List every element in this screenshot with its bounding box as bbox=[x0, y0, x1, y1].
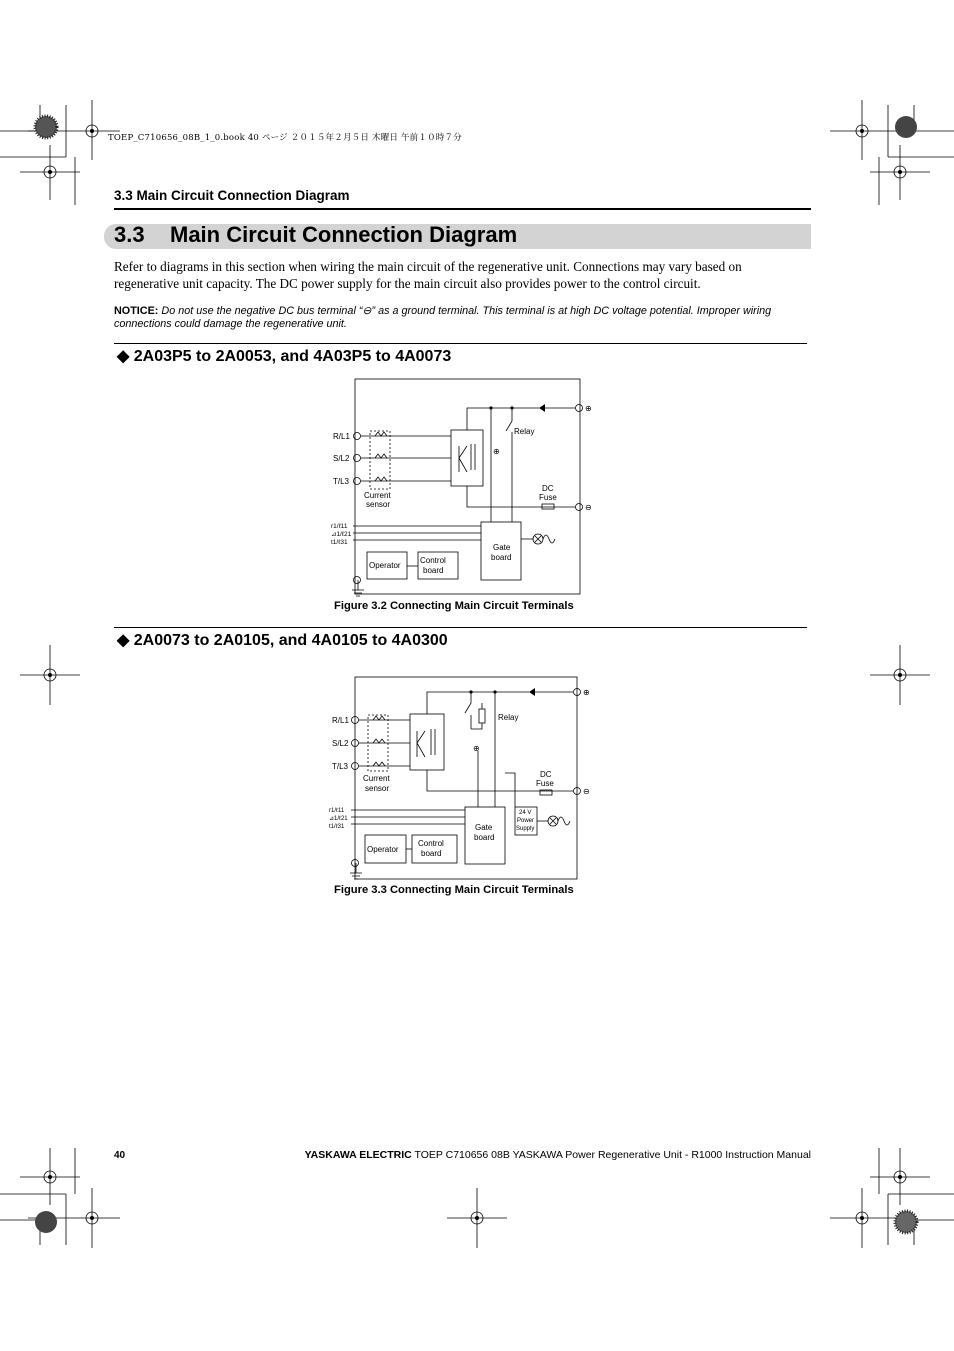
print-header: TOEP_C710656_08B_1_0.book 40 ページ ２０１５年２月５日 木曜日 午前１０時７分 bbox=[108, 133, 462, 143]
terminal-t: T/L3 bbox=[333, 477, 350, 486]
dc-fuse-label: DC bbox=[542, 484, 554, 493]
relay-label: Relay bbox=[498, 713, 519, 722]
capacitor-plus-label: ⊕ bbox=[473, 744, 480, 753]
capacitor-plus-label: ⊕ bbox=[493, 447, 500, 456]
terminal-r: R/L1 bbox=[332, 716, 349, 725]
subsection-heading: ◆ 2A0073 to 2A0105, and 4A0105 to 4A0300 bbox=[117, 632, 448, 649]
circuit-diagram-fig-3-3 bbox=[323, 673, 597, 883]
notice-text: Do not use the negative DC bus terminal “⊖” as a ground terminal. This terminal is at high DC voltage potential. Improper wiring connections could damage the regenerative unit. bbox=[114, 305, 772, 330]
gate-board-label-2: board bbox=[491, 553, 512, 562]
footer-brand: YASKAWA ELECTRIC bbox=[304, 1149, 412, 1161]
footer-manual: TOEP C710656 08B YASKAWA Power Regenerative Unit - R1000 Instruction Manual bbox=[411, 1149, 811, 1161]
intro-paragraph: Refer to diagrams in this section when wiring the main circuit of the regenerative unit. Connections may vary based on regenerative unit capacity. The DC power supply for the main circuit also provides power to the control circuit. bbox=[114, 259, 742, 291]
control-board-label-2: board bbox=[423, 566, 444, 575]
notice bbox=[114, 305, 808, 330]
control-board-label: Control bbox=[418, 839, 444, 848]
minus-terminal-label: ⊖ bbox=[583, 787, 590, 796]
figure-caption: Figure 3.3 Connecting Main Circuit Terminals bbox=[334, 884, 574, 896]
current-sensor-label: Current bbox=[364, 491, 391, 500]
circuit-diagram-fig-3-2 bbox=[325, 376, 595, 598]
page-number: 40 bbox=[114, 1150, 126, 1161]
converter-module bbox=[451, 430, 483, 486]
gate-board-label-2: board bbox=[474, 833, 495, 842]
notice-label: NOTICE: bbox=[114, 305, 159, 317]
subsection-rule bbox=[114, 627, 807, 628]
control-board-label: Control bbox=[420, 556, 446, 565]
terminal-t: T/L3 bbox=[332, 762, 349, 771]
plus-terminal-label: ⊕ bbox=[585, 404, 592, 413]
dc-fuse-label-2: Fuse bbox=[536, 779, 554, 788]
control-terminal-s: ⊿1/ℓ21 bbox=[329, 816, 348, 822]
control-terminal-r: r1/ℓ11 bbox=[329, 808, 345, 814]
diamond-bullet-icon: ◆ bbox=[117, 348, 134, 365]
subsection-heading: ◆ 2A03P5 to 2A0053, and 4A03P5 to 4A0073 bbox=[117, 348, 452, 365]
converter-module bbox=[410, 714, 444, 770]
figure-caption: Figure 3.2 Connecting Main Circuit Terminals bbox=[334, 600, 574, 612]
current-sensor-label: Current bbox=[363, 774, 390, 783]
gate-board-label: Gate bbox=[493, 543, 511, 552]
control-terminal-s: ⊿1/ℓ21 bbox=[331, 531, 352, 538]
plus-terminal-label: ⊕ bbox=[583, 688, 590, 697]
terminal-s: S/L2 bbox=[333, 454, 350, 463]
terminal-r: R/L1 bbox=[333, 432, 350, 441]
operator-label: Operator bbox=[369, 561, 401, 570]
footer-manual-title bbox=[305, 1149, 811, 1161]
terminal-s: S/L2 bbox=[332, 739, 349, 748]
power-supply-label-2: Power bbox=[517, 818, 535, 824]
power-supply-label-3: Supply bbox=[516, 826, 535, 832]
control-board-label-2: board bbox=[421, 849, 442, 858]
running-head-rule bbox=[114, 208, 811, 210]
diamond-bullet-icon: ◆ bbox=[117, 632, 134, 649]
section-title: Main Circuit Connection Diagram bbox=[170, 222, 518, 247]
operator-label: Operator bbox=[367, 845, 399, 854]
dc-fuse-label-2: Fuse bbox=[539, 493, 557, 502]
control-terminal-r: r1/ℓ11 bbox=[331, 523, 348, 530]
control-terminal-t: t1/ℓ31 bbox=[331, 539, 348, 546]
relay-label: Relay bbox=[514, 427, 535, 436]
control-terminal-t: t1/ℓ31 bbox=[329, 824, 345, 830]
section-number: 3.3 bbox=[114, 222, 145, 247]
power-supply-label: 24 V bbox=[519, 810, 532, 816]
subsection-rule bbox=[114, 343, 807, 344]
current-sensor-label-2: sensor bbox=[365, 784, 390, 793]
current-sensor-label-2: sensor bbox=[366, 500, 391, 509]
running-head: 3.3 Main Circuit Connection Diagram bbox=[114, 188, 350, 203]
dc-fuse-label: DC bbox=[540, 770, 552, 779]
gate-board-label: Gate bbox=[475, 823, 493, 832]
minus-terminal-label: ⊖ bbox=[585, 503, 592, 512]
